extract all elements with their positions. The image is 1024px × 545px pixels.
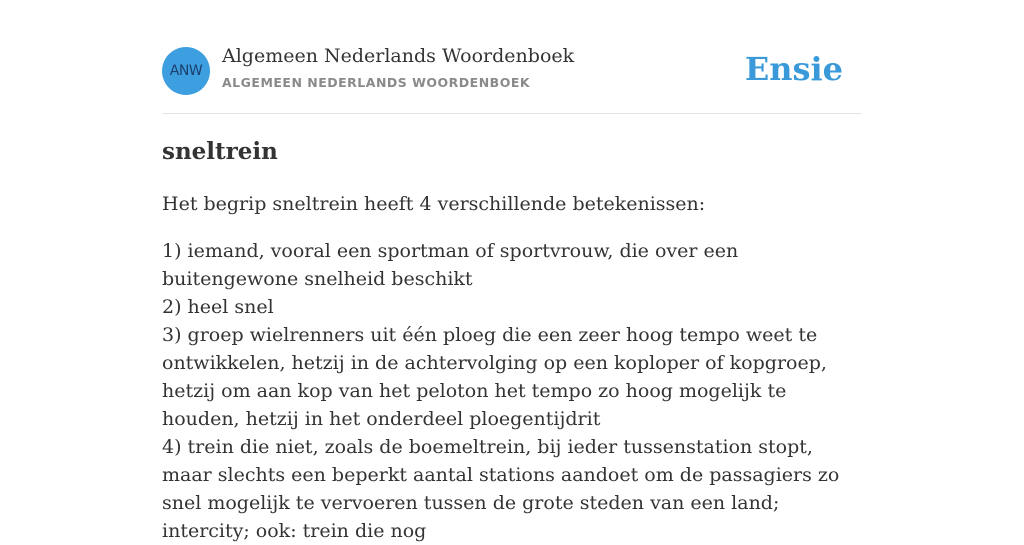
meaning-list <box>162 237 862 545</box>
meaning-item: 2) heel snel <box>162 296 274 318</box>
entry-word: sneltrein <box>162 138 278 165</box>
meaning-item: 4) trein die niet, zoals de boemeltrein, bij ieder tussenstation stopt, maar slechts een beperkt aantal stations aandoet om de passagiers zo snel mogelijk te vervoeren tussen de grote steden van een land; intercity; ook: trein die nog <box>162 436 840 542</box>
site-title[interactable]: Algemeen Nederlands Woordenboek <box>222 45 575 67</box>
site-subtitle: ALGEMEEN NEDERLANDS WOORDENBOEK <box>222 75 531 90</box>
ensie-brand-logo[interactable]: Ensie <box>744 50 843 88</box>
site-header <box>162 0 862 114</box>
meaning-item: 3) groep wielrenners uit één ploeg die een zeer hoog tempo weet te ontwikkelen, hetzij in de achtervolging op een koploper of kopgroep, hetzij om aan kop van het peloton het tempo zo hoog mogelijk te houden, hetzij in het onderdeel ploegentijdrit <box>162 324 827 430</box>
anw-logo[interactable] <box>162 47 210 95</box>
logo-text: ANW <box>169 63 203 79</box>
meaning-item: 1) iemand, vooral een sportman of sportvrouw, die over een buitengewone snelheid beschikt <box>162 240 739 290</box>
entry-intro: Het begrip sneltrein heeft 4 verschillende betekenissen: <box>162 193 706 215</box>
page-content <box>162 0 862 542</box>
